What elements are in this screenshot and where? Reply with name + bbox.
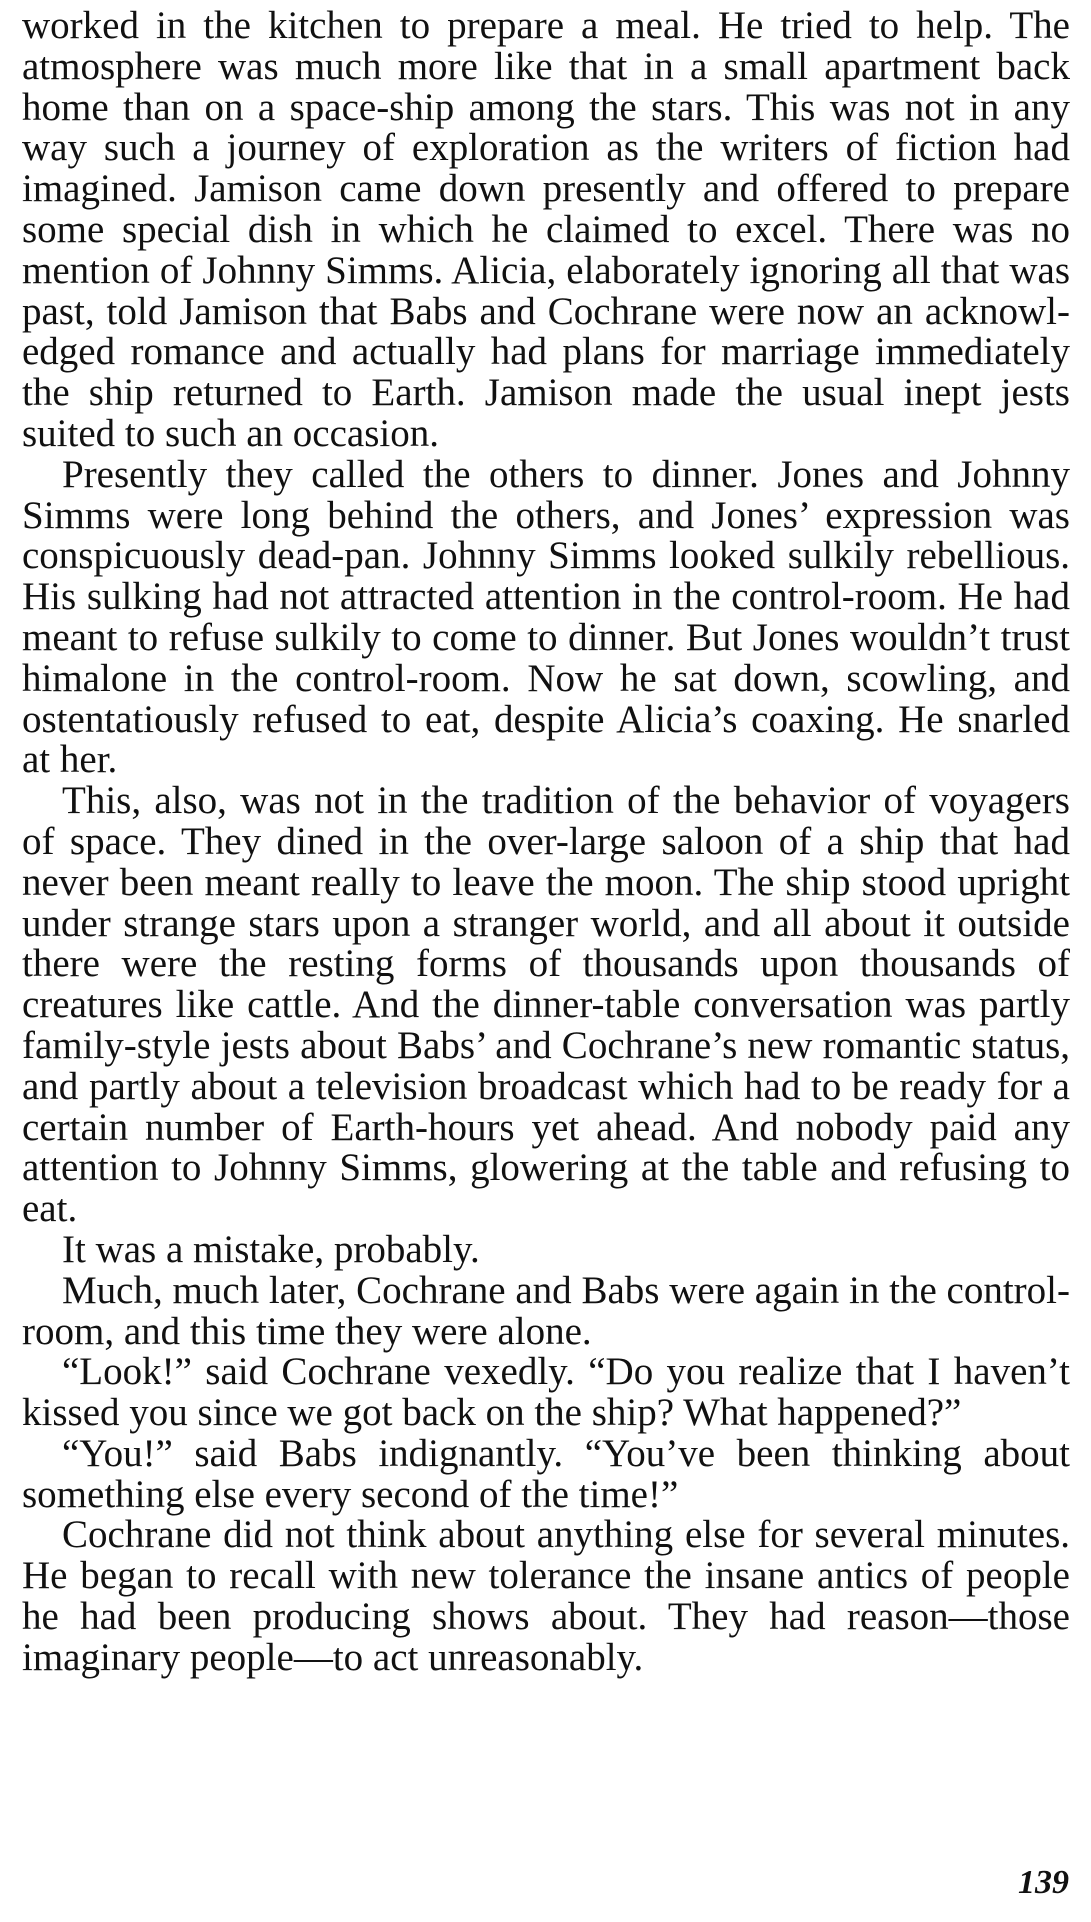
paragraph-look: “Look!” said Cochrane vexedly. “Do you realize that I haven’t kissed you since we got back on the ship? What happened?” (22, 1350, 1070, 1435)
paragraph-tradition: This, also, was not in the tradition of the behavior of voyagers of space. They dined in the over-large saloon of a ship that had never been meant really to leave the moon. The ship stood upright under strange stars upon a stranger world, and all about it outside there were the resting forms of thousands upon thousands of creatures like cattle. And the dinner-table conversation was partly family-style jests about Babs’ and Cochrane’s new romantic status, and partly about a television broadcast which had to be ready for a certain number of Earth-hours yet ahead. And nobody paid any attention to Johnny Simms, glowering at the table and refusing to eat. (22, 779, 1070, 1231)
paragraph-kitchen: worked in the kitchen to prepare a meal. He tried to help. The atmosphere was much more like that in a small apartment back home than on a space-ship among the stars. This was not in any way such a journey of exploration as the writers of fiction had imagined. Jamison came down presently and offered to prepare some special dish in which he claimed to excel. There was no mention of Johnny Simms. Alicia, elaborately ignoring all that was past, told Jamison that Babs and Cochrane were now an acknowledged romance and actually had plans for marriage immediately the ship returned to Earth. Jamison made the usual inept jests suited to such an occasion. (22, 4, 1070, 455)
paragraph-mistake: It was a mistake, probably. (62, 1227, 480, 1271)
paragraph-you: “You!” said Babs indignantly. “You’ve been thinking about something else every second of the time!” (22, 1431, 1070, 1516)
page-number: 139 (1018, 1864, 1069, 1901)
paragraph-control-room: Much, much later, Cochrane and Babs were again in the control-room, and this time they were alone. (22, 1268, 1070, 1353)
paragraph-dinner-call: Presently they called the others to dinner. Jones and Johnny Simms were long behind the others, and Jones’ expression was conspicuously dead-pan. Johnny Simms looked sulkily rebellious. His sulking had not attracted attention in the control-room. He had meant to refuse sulkily to come to dinner. But Jones wouldn’t trust himalone in the control-room. Now he sat down, scowling, and ostentatiously refused to eat, despite Alicia’s coaxing. He snarled at her. (22, 452, 1070, 782)
page-body (22, 6, 1070, 1679)
paragraph-cochrane-minutes: Cochrane did not think about anything else for several minutes. He began to recall with new tolerance the insane antics of people he had been producing shows about. They had reason—those imaginary people—to act unreasonably. (22, 1513, 1070, 1679)
